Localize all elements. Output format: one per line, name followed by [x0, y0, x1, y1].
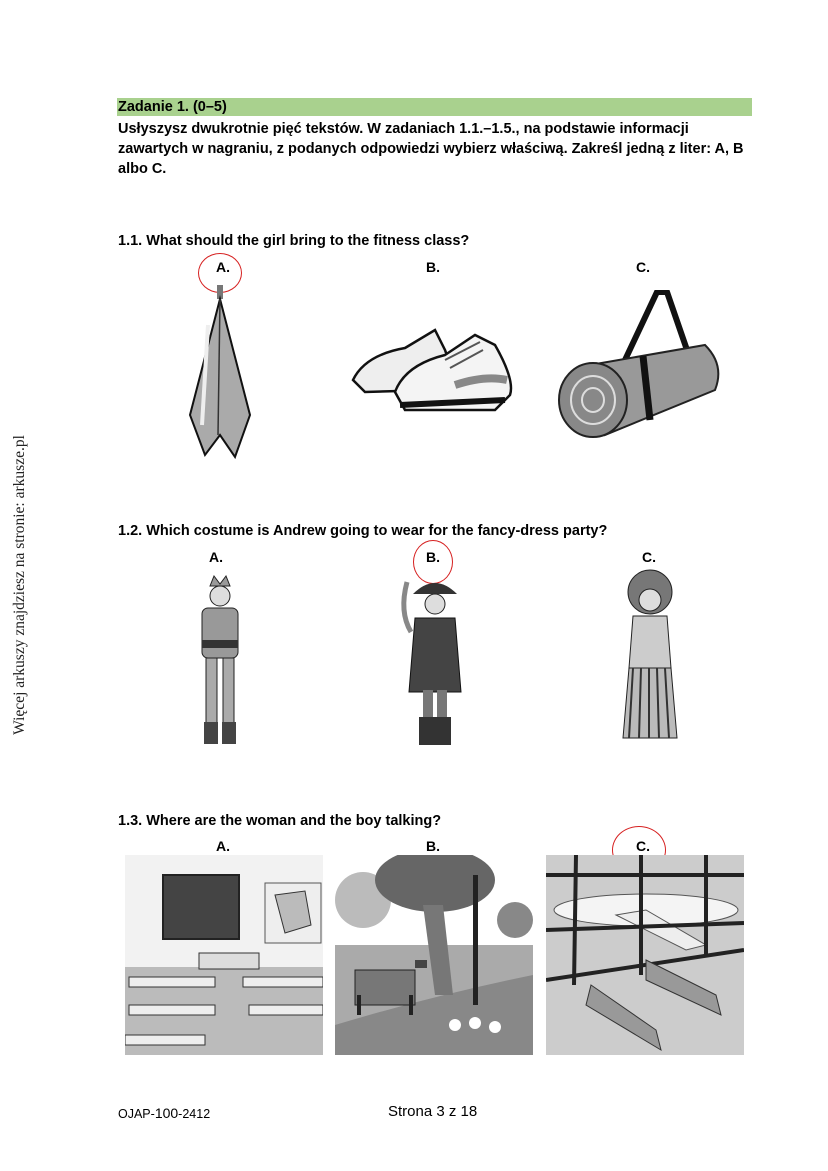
option-letter-a[interactable]: A.	[209, 549, 223, 565]
task-header	[117, 98, 752, 116]
towel-image	[180, 285, 260, 465]
option-letter-a[interactable]: A.	[216, 259, 230, 275]
classroom-image	[125, 855, 323, 1055]
clown-costume-image	[615, 568, 685, 753]
airport-image	[546, 855, 744, 1055]
page-number: Strona 3 z 18	[388, 1103, 478, 1120]
task-instructions: Usłyszysz dwukrotnie pięć tekstów. W zadaniach 1.1.–1.5., na podstawie informacji zawartych w nagraniu, z podanych odpowiedzi wybierz właściwą. Zakreśl jedną z liter: A, B albo C.	[118, 121, 744, 177]
option-letter-c[interactable]: C.	[636, 838, 650, 854]
option-letter-a[interactable]: A.	[216, 838, 230, 854]
option-letter-b[interactable]: B.	[426, 549, 440, 565]
task-title: Zadanie 1. (0–5)	[118, 99, 227, 115]
sneakers-image	[345, 320, 525, 415]
yoga-mat-image	[555, 290, 730, 440]
option-letter-c[interactable]: C.	[636, 259, 650, 275]
watermark-text: Więcej arkuszy znajdziesz na stronie: arkusze.pl	[11, 435, 28, 735]
option-letter-b[interactable]: B.	[426, 838, 440, 854]
question-1-3: 1.3. Where are the woman and the boy talking?	[118, 813, 442, 829]
question-1-1: 1.1. What should the girl bring to the fitness class?	[118, 233, 470, 249]
question-1-2: 1.2. Which costume is Andrew going to wear for the fancy-dress party?	[118, 523, 608, 539]
prince-costume-image	[190, 572, 250, 752]
option-letter-c[interactable]: C.	[642, 549, 656, 565]
park-image	[335, 855, 533, 1055]
exam-code: OJAP-100-2412	[118, 1105, 211, 1121]
option-letter-b[interactable]: B.	[426, 259, 440, 275]
pirate-costume-image	[395, 572, 475, 752]
side-watermark	[6, 420, 34, 750]
